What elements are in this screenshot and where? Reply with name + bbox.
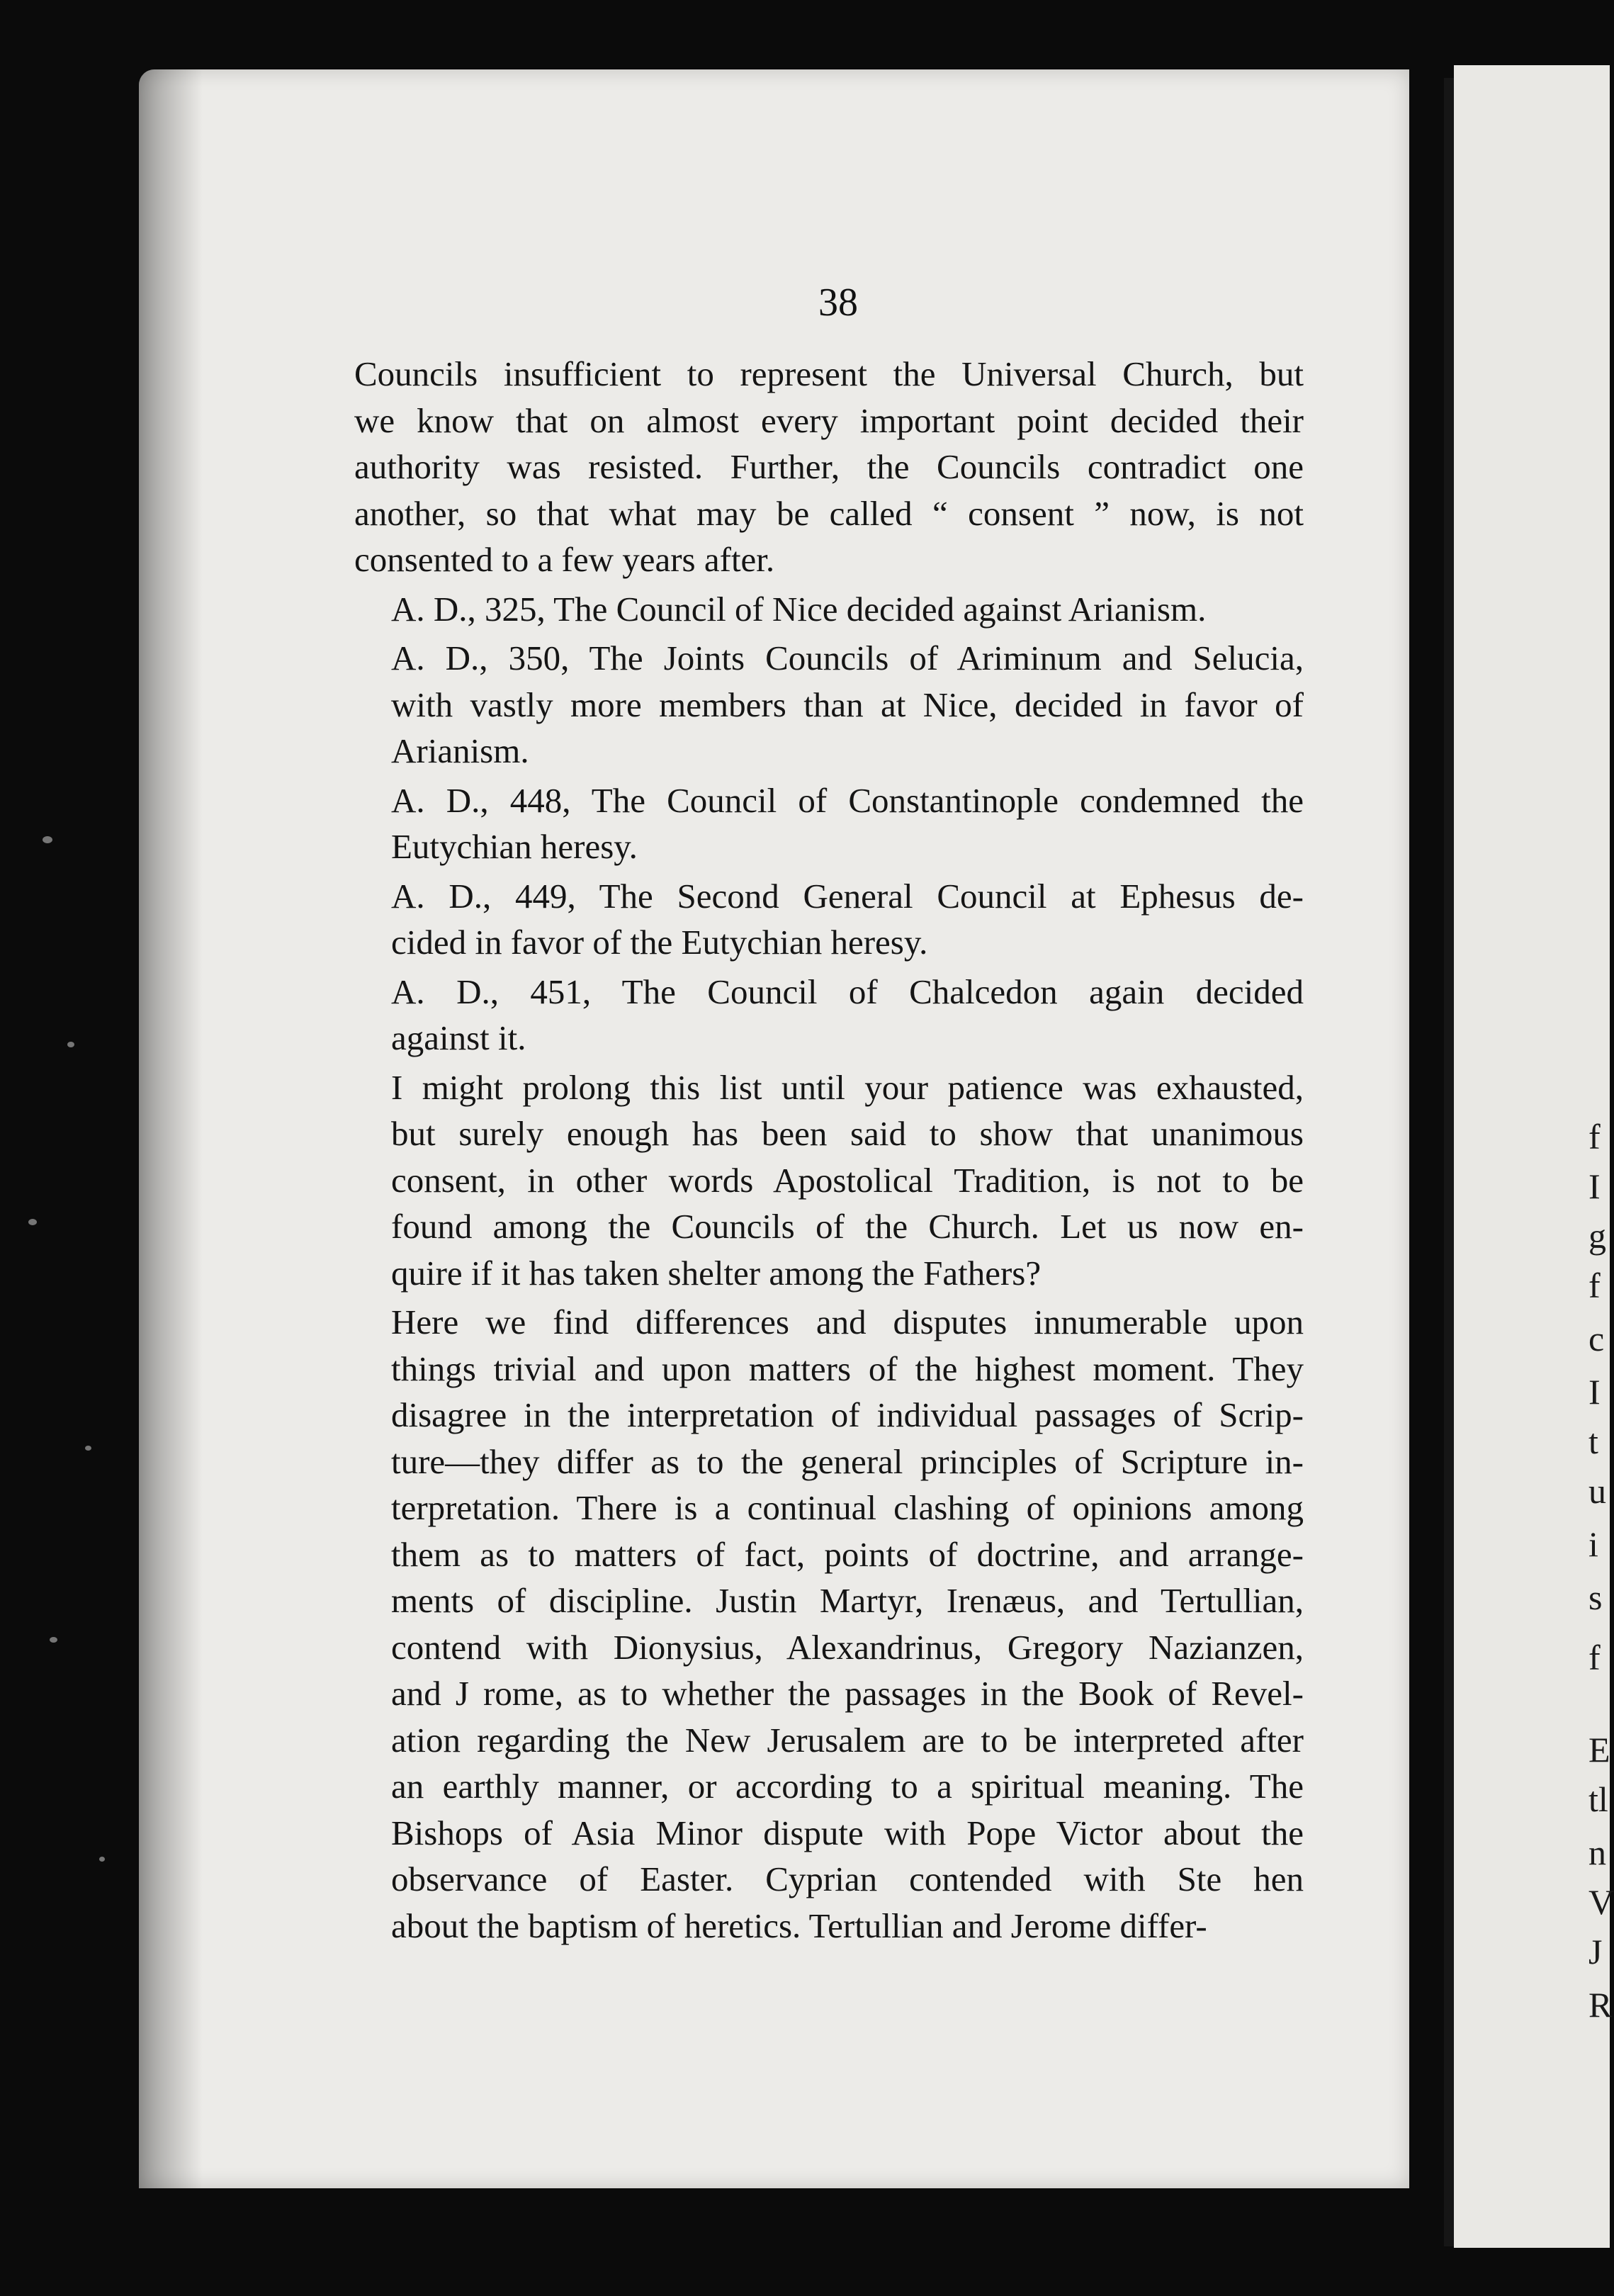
dust-speck: [43, 836, 52, 843]
text-line: Arianism.: [391, 731, 529, 770]
facing-page-fragment: f: [1588, 1266, 1601, 1305]
text-line: with vastly more members than at Nice, decided in favor of: [391, 685, 1304, 724]
dust-speck: [85, 1446, 91, 1451]
page-body-text: [354, 351, 1304, 1952]
paragraph: [354, 1299, 1304, 1949]
facing-page-fragment: I: [1588, 1166, 1601, 1206]
text-line: Eutychian heresy.: [391, 827, 638, 866]
text-line: consented to a few years after.: [354, 540, 775, 579]
text-line: consent, in other words Apostolical Tradition, is not to be: [391, 1160, 1304, 1200]
text-line: things trivial and upon matters of the highest moment. They: [391, 1349, 1304, 1388]
paragraph: [354, 777, 1304, 870]
paragraph: [354, 969, 1304, 1062]
text-line: we know that on almost every important point decided their: [354, 400, 1304, 440]
text-line: ation regarding the New Jerusalem are to be interpreted after: [391, 1720, 1304, 1760]
text-line: observance of Easter. Cyprian contended with Ste hen: [391, 1859, 1304, 1898]
paragraph: [354, 873, 1304, 966]
text-line: I might prolong this list until your patience was exhausted,: [391, 1067, 1304, 1107]
text-line: A. D., 325, The Council of Nice decided against Arianism.: [391, 589, 1207, 629]
facing-page-fragment: t: [1588, 1422, 1598, 1461]
text-line: Bishops of Asia Minor dispute with Pope Victor about the: [391, 1813, 1304, 1852]
text-line: disagree in the interpretation of individual passages of Scrip-: [391, 1395, 1304, 1434]
text-line: cided in favor of the Eutychian heresy.: [391, 923, 928, 962]
dust-speck: [67, 1042, 74, 1047]
text-line: Councils insufficient to represent the Universal Church, but: [354, 354, 1304, 393]
text-line: A. D., 448, The Council of Constantinople condemned the: [391, 780, 1304, 820]
facing-page-fragment: f: [1588, 1638, 1601, 1677]
text-line: authority was resisted. Further, the Councils contradict one: [354, 447, 1304, 486]
text-line: Here we find differences and disputes innumerable upon: [391, 1302, 1304, 1341]
text-line: A. D., 350, The Joints Councils of Ariminum and Selucia,: [391, 638, 1304, 677]
facing-page-fragment: V: [1588, 1882, 1614, 1922]
dust-speck: [50, 1637, 57, 1643]
text-line: ture—they differ as to the general principles of Scripture in-: [391, 1441, 1304, 1481]
text-line: A. D., 449, The Second General Council at Ephesus de-: [391, 876, 1304, 916]
facing-page-fragment: J: [1588, 1932, 1603, 1971]
text-line: another, so that what may be called “ consent ” now, is not: [354, 493, 1304, 533]
page-number: 38: [818, 281, 858, 325]
text-line: found among the Councils of the Church. Let us now en-: [391, 1207, 1304, 1246]
page-fold-shadow: [139, 69, 203, 2188]
dust-speck: [28, 1219, 37, 1225]
paragraph: [354, 351, 1304, 583]
facing-page-fragment: E: [1588, 1730, 1610, 1769]
text-line: an earthly manner, or according to a spiritual meaning. The: [391, 1767, 1304, 1806]
text-line: A. D., 451, The Council of Chalcedon again decided: [391, 972, 1304, 1011]
text-line: ments of discipline. Justin Martyr, Irenæus, and Tertullian,: [391, 1581, 1304, 1620]
facing-page-fragment: c: [1588, 1319, 1605, 1358]
text-line: but surely enough has been said to show that unanimous: [391, 1114, 1304, 1153]
paragraph: [354, 586, 1304, 633]
text-line: quire if it has taken shelter among the Fathers?: [391, 1253, 1042, 1293]
facing-page-edge: [1454, 65, 1614, 2248]
text-line: against it.: [391, 1018, 526, 1057]
facing-page-fragment: tl: [1588, 1779, 1608, 1819]
text-line: and J rome, as to whether the passages in the Book of Revel-: [391, 1674, 1304, 1713]
facing-page-fragment: f: [1588, 1117, 1601, 1157]
text-line: contend with Dionysius, Alexandrinus, Gregory Nazianzen,: [391, 1627, 1304, 1667]
paragraph: [354, 635, 1304, 775]
text-line: terpretation. There is a continual clashing of opinions among: [391, 1488, 1304, 1527]
text-line: them as to matters of fact, points of doctrine, and arrange-: [391, 1534, 1304, 1574]
facing-page-fragment: I: [1588, 1372, 1601, 1412]
dust-speck: [99, 1857, 105, 1862]
facing-page-fragment: i: [1588, 1524, 1598, 1564]
facing-page-fragment: n: [1588, 1833, 1606, 1872]
facing-page-fragment: R: [1588, 1985, 1613, 2025]
text-line: about the baptism of heretics. Tertullian and Jerome differ-: [391, 1906, 1207, 1945]
facing-page-fragment: g: [1588, 1216, 1606, 1256]
facing-page-fragment: s: [1588, 1577, 1603, 1617]
paragraph: [354, 1064, 1304, 1297]
facing-page-fragment: u: [1588, 1471, 1606, 1511]
gutter-divider: [1444, 78, 1454, 2246]
